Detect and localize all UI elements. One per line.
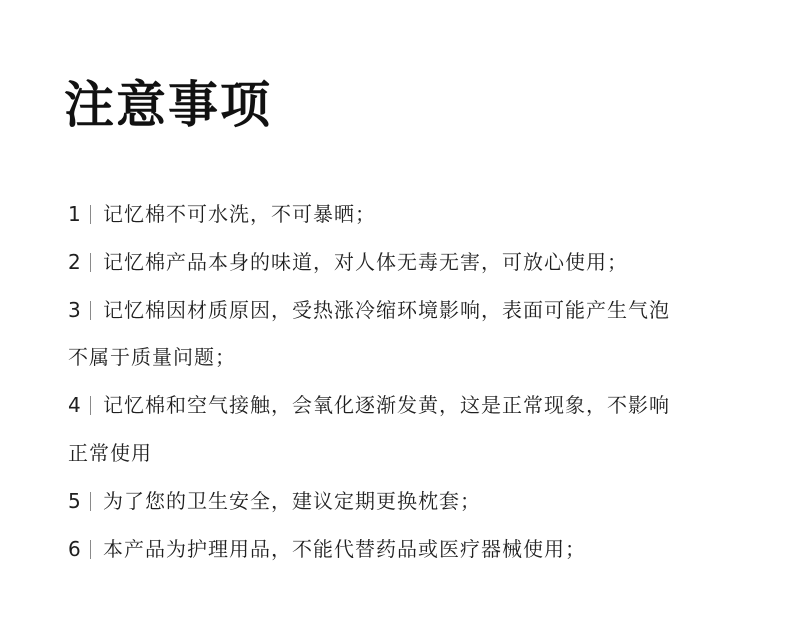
note-text: 记忆棉和空气接触，会氧化逐渐发黄，这是正常现象，不影响 bbox=[103, 393, 670, 418]
separator-bar bbox=[90, 540, 91, 559]
note-item-3-continuation bbox=[68, 337, 758, 385]
separator-bar bbox=[90, 396, 91, 415]
separator-bar bbox=[90, 205, 91, 224]
note-number: 3 bbox=[68, 297, 82, 322]
note-text: 记忆棉不可水洗，不可暴晒； bbox=[103, 202, 376, 226]
separator-bar bbox=[90, 301, 91, 320]
note-number: 2 bbox=[68, 249, 82, 274]
note-item-4 bbox=[68, 385, 758, 433]
note-text: 记忆棉产品本身的味道，对人体无毒无害，可放心使用； bbox=[103, 249, 628, 274]
note-number: 4 bbox=[68, 393, 82, 418]
note-text: 为了您的卫生安全，建议定期更换枕套； bbox=[103, 488, 481, 513]
notes-list bbox=[68, 194, 758, 576]
note-item-2 bbox=[68, 242, 758, 290]
note-text-continuation: 不属于质量问题； bbox=[68, 345, 236, 370]
note-text: 本产品为护理用品，不能代替药品或医疗器械使用； bbox=[103, 536, 586, 561]
note-number: 1 bbox=[68, 202, 82, 226]
page-title: 注意事项 bbox=[64, 76, 272, 134]
note-item-5 bbox=[68, 481, 758, 529]
note-item-3 bbox=[68, 290, 758, 338]
separator-bar bbox=[90, 253, 91, 272]
separator-bar bbox=[90, 492, 91, 511]
note-item-1 bbox=[68, 194, 758, 242]
note-number: 6 bbox=[68, 536, 82, 561]
note-text: 记忆棉因材质原因，受热涨冷缩环境影响，表面可能产生气泡 bbox=[103, 297, 670, 322]
note-text-continuation: 正常使用 bbox=[68, 440, 152, 465]
note-item-4-continuation bbox=[68, 433, 758, 481]
note-item-6 bbox=[68, 529, 758, 577]
note-number: 5 bbox=[68, 488, 82, 513]
